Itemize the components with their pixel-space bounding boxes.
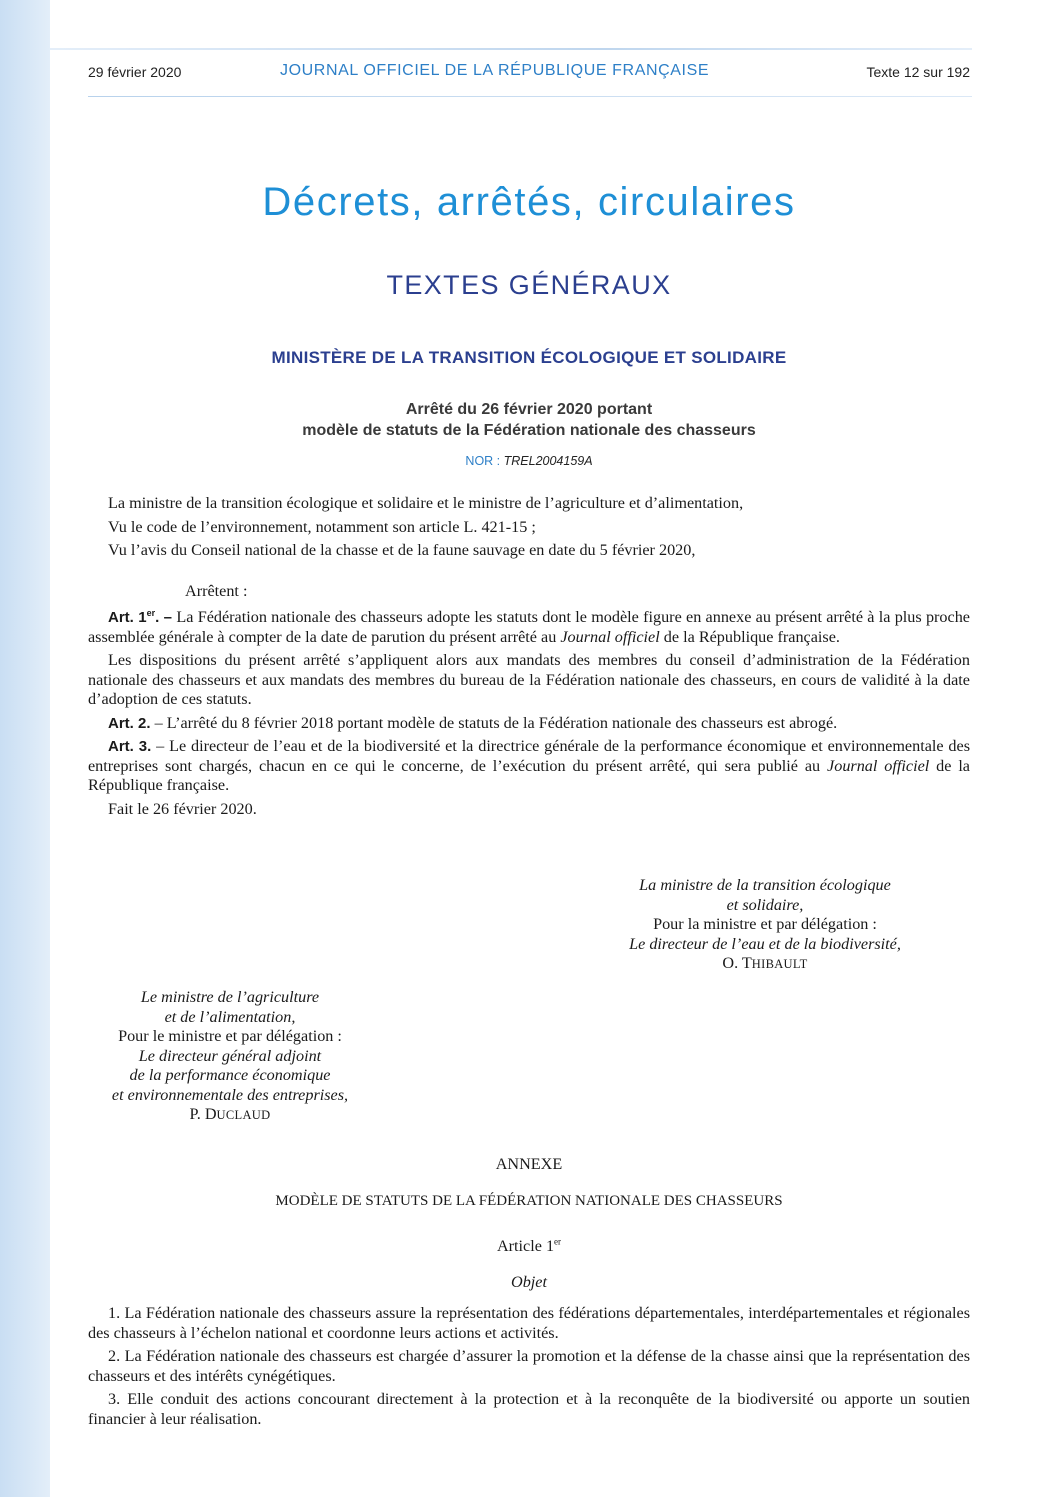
article-3: Art. 3. – Le directeur de l’eau et de la biodiversité et la directrice générale de la performance économique et environnementale des entreprises sont chargés, chacun en ce qui le concerne, de l’exécution du présent arrêté, qui sera publié au Journal officiel de la République française.	[88, 737, 970, 794]
arrete-title-line1: Arrêté du 26 février 2020 portant	[405, 401, 653, 418]
article-3-label: Art. 3.	[108, 738, 152, 755]
arrete-title-line2: modèle de statuts de la Fédération nationale des chasseurs	[302, 422, 756, 439]
annexe-item-3: 3. Elle conduit des actions concourant directement à la protection et à la reconquête de la biodiversité ou apporte un soutien financier à leur réalisation.	[88, 1390, 970, 1428]
article-1-label: Art. 1er. –	[108, 608, 177, 626]
preamble-vu-code: Vu le code de l’environnement, notamment son article L. 421-15 ;	[108, 517, 536, 536]
arrete-title	[0, 399, 1058, 441]
article-2-label: Art. 2.	[108, 714, 151, 732]
annexe-items	[88, 1304, 970, 1429]
arretent: Arrêtent :	[185, 582, 248, 600]
preamble-vu-avis: Vu l’avis du Conseil national de la chasse et de la faune sauvage en date du 5 février 2020,	[108, 541, 696, 559]
signatory-name-right: O. THIBAULT	[722, 954, 808, 972]
section-title: TEXTES GÉNÉRAUX	[386, 270, 672, 300]
nor-label: NOR :	[465, 454, 504, 468]
header-date: 29 février 2020	[88, 64, 182, 80]
nor-reference	[0, 454, 1058, 468]
annexe-article-label: Article 1er	[496, 1236, 562, 1255]
header-text-number: Texte 12 sur 192	[866, 64, 970, 80]
annexe-title: ANNEXE	[495, 1155, 563, 1173]
article-1: Art. 1er. – La Fédération nationale des chasseurs adopte les statuts dont le modèle figure en annexe au présent arrêté à la plus proche assemblée générale à compter de la date de parution du présent arrêté au Journal officiel de la République française.	[88, 608, 970, 646]
header-top-rule	[50, 48, 972, 50]
signature-right: La ministre de la transition écologique et solidaire, Pour la ministre et par délégation : Le directeur de l’eau et de la biodiversité, O. THIBAULT	[620, 876, 910, 975]
header-bottom-rule	[88, 96, 972, 97]
preamble-ministers: La ministre de la transition écologique et solidaire et le ministre de l’agriculture et d’alimentation,	[108, 494, 744, 512]
header-journal-title: JOURNAL OFFICIEL DE LA RÉPUBLIQUE FRANÇAISE	[280, 62, 710, 79]
annexe-item-1: 1. La Fédération nationale des chasseurs assure la représentation des fédérations départementales, interdépartementales et régionales des chasseurs à l’échelon national et coordonne leurs actions et activités.	[88, 1304, 970, 1342]
article-2: Art. 2. – L’arrêté du 8 février 2018 portant modèle de statuts de la Fédération nationale des chasseurs est abrogé.	[108, 713, 838, 732]
annexe-subtitle: MODÈLE DE STATUTS DE LA FÉDÉRATION NATIONALE DES CHASSEURS	[275, 1193, 783, 1209]
fait-le: Fait le 26 février 2020.	[108, 799, 257, 818]
preamble	[88, 494, 970, 561]
arretent-line	[88, 582, 970, 602]
signature-left: Le ministre de l’agriculture et de l’alimentation, Pour le ministre et par délégation : Le directeur général adjoint de la performance économique et environnementale des entreprises, P. DUCLAUD	[80, 988, 380, 1126]
article-1-paragraph-2: Les dispositions du présent arrêté s’appliquent alors aux mandats des membres du conseil d’administration de la Fédération nationale des chasseurs et aux mandats des membres du bureau de la Fédération nationale des chasseurs, en cours de validité à la date d’adoption de ces statuts.	[88, 651, 970, 708]
annexe-objet: Objet	[511, 1273, 547, 1291]
signatory-name-left: P. DUCLAUD	[189, 1105, 271, 1123]
articles	[88, 608, 970, 819]
annexe-item-2: 2. La Fédération nationale des chasseurs est chargée d’assurer la promotion et la défense de la chasse ainsi que la représentation des chasseurs et des intérêts cynégétiques.	[88, 1347, 970, 1385]
ministry-heading: MINISTÈRE DE LA TRANSITION ÉCOLOGIQUE ET SOLIDAIRE	[271, 348, 787, 367]
page-title: Décrets, arrêtés, circulaires	[262, 180, 796, 224]
nor-value: TREL2004159A	[503, 454, 593, 468]
